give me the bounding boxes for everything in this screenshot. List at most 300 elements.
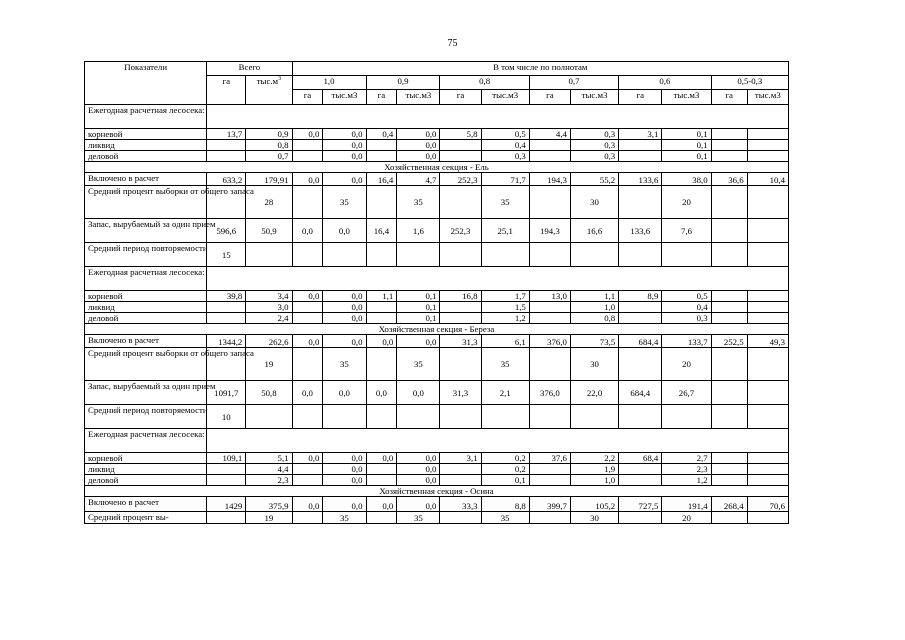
header-indicators: Показатели [85, 62, 207, 105]
total-cell: 0,9 [246, 129, 292, 140]
value-cell [747, 140, 788, 151]
value-cell: 16,4 [366, 173, 397, 186]
total-cell [246, 243, 292, 267]
value-cell [529, 151, 570, 162]
header-unit: тыс.м3 [747, 90, 788, 105]
value-cell: 0,1 [662, 140, 711, 151]
header-density: 1,0 [292, 76, 366, 90]
value-cell [747, 464, 788, 475]
value-cell: 0,0 [323, 381, 366, 405]
value-cell: 33,3 [440, 497, 481, 512]
value-cell: 0,0 [397, 497, 440, 512]
value-cell [619, 464, 662, 475]
value-cell: 2,7 [662, 453, 711, 464]
value-cell: 194,3 [529, 173, 570, 186]
value-cell: 0,0 [323, 151, 366, 162]
total-cell: 109,1 [207, 453, 246, 464]
value-cell: 70,6 [747, 497, 788, 512]
header-unit: га [619, 90, 662, 105]
table-row [85, 497, 789, 512]
value-cell: 0,3 [481, 151, 529, 162]
value-cell [440, 405, 481, 429]
row-label: ликвид [85, 140, 207, 151]
value-cell: 20 [662, 348, 711, 381]
header-unit: га [711, 90, 747, 105]
value-cell: 133,7 [662, 335, 711, 348]
value-cell [529, 186, 570, 219]
value-cell [747, 381, 788, 405]
total-cell: 13,7 [207, 129, 246, 140]
value-cell [529, 348, 570, 381]
value-cell [529, 405, 570, 429]
table-row [85, 173, 789, 186]
row-label: корневой [85, 291, 207, 302]
total-cell: 19 [246, 512, 292, 524]
value-cell: 10,4 [747, 173, 788, 186]
row-label: Средний период повторяемости [85, 405, 207, 429]
value-cell: 0,2 [481, 453, 529, 464]
value-cell [292, 348, 323, 381]
value-cell: 35 [481, 348, 529, 381]
value-cell: 3,1 [440, 453, 481, 464]
value-cell [440, 475, 481, 486]
forest-table [84, 61, 789, 524]
total-cell [207, 151, 246, 162]
value-cell [711, 243, 747, 267]
value-cell: 0,0 [323, 475, 366, 486]
total-cell: 4,4 [246, 464, 292, 475]
table-row [85, 151, 789, 162]
value-cell: 1,2 [481, 313, 529, 324]
value-cell [747, 129, 788, 140]
value-cell [529, 243, 570, 267]
row-label: деловой [85, 151, 207, 162]
header-density: 0,5-0,3 [711, 76, 788, 90]
total-cell: 10 [207, 405, 246, 429]
table-row [85, 162, 789, 173]
value-cell [711, 464, 747, 475]
header-density: 0,8 [440, 76, 529, 90]
value-cell: 0,1 [397, 313, 440, 324]
value-cell [440, 140, 481, 151]
header-thous-m3: $тыс.м^3$ [246, 76, 292, 105]
section-title: Хозяйственная секция - Ель [85, 162, 789, 173]
value-cell: 0,0 [323, 219, 366, 243]
row-label: Включено в расчет [85, 173, 207, 186]
page-number: 75 [447, 38, 458, 49]
value-cell [711, 129, 747, 140]
value-cell [292, 243, 323, 267]
value-cell: 0,3 [570, 151, 618, 162]
total-cell: 1091,7 [207, 381, 246, 405]
value-cell: 191,4 [662, 497, 711, 512]
total-cell [246, 405, 292, 429]
value-cell: 376,0 [529, 335, 570, 348]
value-cell: 0,1 [481, 475, 529, 486]
total-cell: 39,8 [207, 291, 246, 302]
value-cell: 376,0 [529, 381, 570, 405]
value-cell [366, 151, 397, 162]
value-cell: 0,3 [570, 129, 618, 140]
total-cell [207, 512, 246, 524]
table-body [85, 105, 789, 524]
header-density: 0,7 [529, 76, 618, 90]
value-cell [366, 464, 397, 475]
table-row [85, 348, 789, 381]
value-cell: 0,0 [323, 464, 366, 475]
value-cell: 0,0 [292, 129, 323, 140]
value-cell [711, 348, 747, 381]
value-cell [529, 512, 570, 524]
total-cell: 0,7 [246, 151, 292, 162]
value-cell: 31,3 [440, 381, 481, 405]
value-cell: 68,4 [619, 453, 662, 464]
value-cell: 1,7 [481, 291, 529, 302]
value-cell: 0,0 [397, 129, 440, 140]
row-label: Средний период повторяемости [85, 243, 207, 267]
value-cell: 1,1 [366, 291, 397, 302]
value-cell: 30 [570, 348, 618, 381]
total-cell: 28 [246, 186, 292, 219]
value-cell [747, 313, 788, 324]
value-cell: 0,1 [397, 291, 440, 302]
table-row [85, 453, 789, 464]
value-cell [711, 186, 747, 219]
table-row [85, 335, 789, 348]
value-cell [619, 186, 662, 219]
header-unit: тыс.м3 [323, 90, 366, 105]
value-cell [619, 302, 662, 313]
value-cell [747, 243, 788, 267]
value-cell: 35 [397, 186, 440, 219]
total-cell [207, 140, 246, 151]
table-row [85, 324, 789, 335]
value-cell [662, 405, 711, 429]
value-cell: 252,5 [711, 335, 747, 348]
value-cell: 0,0 [292, 381, 323, 405]
value-cell: 1,2 [662, 475, 711, 486]
row-label: Включено в расчет [85, 497, 207, 512]
value-cell [619, 243, 662, 267]
value-cell: 684,4 [619, 335, 662, 348]
value-cell: 0,5 [481, 129, 529, 140]
value-cell [747, 512, 788, 524]
total-cell: 596,6 [207, 219, 246, 243]
value-cell: 0,5 [662, 291, 711, 302]
value-cell: 0,0 [292, 497, 323, 512]
value-cell: 0,0 [323, 497, 366, 512]
row-label: Запас, вырубаемый за один прием [85, 381, 207, 405]
value-cell: 20 [662, 186, 711, 219]
value-cell: 0,0 [292, 173, 323, 186]
value-cell [747, 453, 788, 464]
header-unit: га [529, 90, 570, 105]
value-cell [323, 243, 366, 267]
header-unit: тыс.м3 [662, 90, 711, 105]
value-cell: 35 [323, 348, 366, 381]
header-unit: тыс.м3 [481, 90, 529, 105]
value-cell: 0,0 [397, 151, 440, 162]
total-cell: 633,2 [207, 173, 246, 186]
value-cell [440, 512, 481, 524]
row-label: Ежегодная расчетная лесосека: [85, 429, 207, 453]
value-cell [366, 302, 397, 313]
value-cell [440, 186, 481, 219]
table-row [85, 219, 789, 243]
value-cell [440, 302, 481, 313]
value-cell: 35 [397, 348, 440, 381]
total-cell: 50,8 [246, 381, 292, 405]
value-cell: 2,1 [481, 381, 529, 405]
value-cell [711, 151, 747, 162]
value-cell [747, 475, 788, 486]
value-cell: 20 [662, 512, 711, 524]
header-unit: га [292, 90, 323, 105]
table-row [85, 129, 789, 140]
total-cell: 3,0 [246, 302, 292, 313]
value-cell [366, 243, 397, 267]
value-cell [366, 313, 397, 324]
value-cell [292, 302, 323, 313]
value-cell: 35 [323, 186, 366, 219]
value-cell [662, 243, 711, 267]
value-cell: 16,8 [440, 291, 481, 302]
value-cell: 0,0 [292, 291, 323, 302]
value-cell [711, 512, 747, 524]
value-cell: 31,3 [440, 335, 481, 348]
value-cell [711, 405, 747, 429]
value-cell: 252,3 [440, 219, 481, 243]
value-cell [747, 151, 788, 162]
value-cell: 399,7 [529, 497, 570, 512]
value-cell: 0,0 [366, 497, 397, 512]
row-label: Средний процент выборки от общего запаса [85, 348, 207, 381]
value-cell: 0,0 [366, 381, 397, 405]
value-cell: 1,0 [570, 475, 618, 486]
value-cell: 268,4 [711, 497, 747, 512]
value-cell: 0,0 [292, 453, 323, 464]
value-cell [529, 140, 570, 151]
value-cell: 35 [397, 512, 440, 524]
value-cell [619, 512, 662, 524]
total-cell: 0,8 [246, 140, 292, 151]
table-row [85, 186, 789, 219]
value-cell [711, 219, 747, 243]
value-cell [619, 405, 662, 429]
header-total: Всего [207, 62, 292, 76]
table-row [85, 405, 789, 429]
header-unit: тыс.м3 [397, 90, 440, 105]
total-cell [207, 464, 246, 475]
value-cell: 0,0 [323, 313, 366, 324]
header-ha: га [207, 76, 246, 105]
value-cell: 194,3 [529, 219, 570, 243]
value-cell: 0,0 [397, 381, 440, 405]
table-row [85, 486, 789, 497]
value-cell: 727,5 [619, 497, 662, 512]
value-cell: 2,2 [570, 453, 618, 464]
value-cell: 0,0 [323, 140, 366, 151]
row-label: Ежегодная расчетная лесосека: [85, 105, 207, 129]
value-cell [292, 151, 323, 162]
value-cell: 0,0 [323, 129, 366, 140]
value-cell: 0,0 [323, 291, 366, 302]
value-cell: 49,3 [747, 335, 788, 348]
value-cell: 8,9 [619, 291, 662, 302]
value-cell [397, 243, 440, 267]
value-cell: 0,0 [397, 140, 440, 151]
value-cell: 0,3 [662, 313, 711, 324]
row-label: Запас, вырубаемый за один прием [85, 219, 207, 243]
value-cell [440, 348, 481, 381]
value-cell: 35 [481, 512, 529, 524]
value-cell [366, 140, 397, 151]
value-cell: 0,0 [366, 453, 397, 464]
value-cell: 4,4 [529, 129, 570, 140]
total-cell [207, 302, 246, 313]
value-cell [366, 186, 397, 219]
value-cell [440, 243, 481, 267]
value-cell [292, 475, 323, 486]
total-cell: 262,6 [246, 335, 292, 348]
value-cell [711, 140, 747, 151]
total-cell: 3,4 [246, 291, 292, 302]
value-cell: 0,0 [397, 475, 440, 486]
total-cell: 19 [246, 348, 292, 381]
value-cell: 5,8 [440, 129, 481, 140]
value-cell: 0,1 [662, 129, 711, 140]
value-cell: 2,3 [662, 464, 711, 475]
value-cell: 0,4 [366, 129, 397, 140]
value-cell [570, 243, 618, 267]
value-cell: 0,0 [397, 453, 440, 464]
value-cell [619, 140, 662, 151]
value-cell [711, 302, 747, 313]
value-cell [711, 381, 747, 405]
value-cell [529, 475, 570, 486]
value-cell: 0,0 [323, 302, 366, 313]
value-cell: 1,0 [570, 302, 618, 313]
table-row [85, 243, 789, 267]
value-cell: 0,0 [323, 453, 366, 464]
value-cell [747, 291, 788, 302]
header-including: В том числе по полнотам [292, 62, 788, 76]
value-cell: 0,0 [323, 173, 366, 186]
table-row [85, 302, 789, 313]
value-cell: 0,4 [481, 140, 529, 151]
value-cell: 55,2 [570, 173, 618, 186]
table-row [85, 381, 789, 405]
value-cell: 133,6 [619, 219, 662, 243]
value-cell: 0,4 [662, 302, 711, 313]
value-cell [529, 302, 570, 313]
value-cell: 133,6 [619, 173, 662, 186]
value-cell [292, 405, 323, 429]
value-cell [366, 348, 397, 381]
total-cell: 2,4 [246, 313, 292, 324]
value-cell [747, 186, 788, 219]
value-cell: 0,0 [323, 335, 366, 348]
value-cell: 35 [323, 512, 366, 524]
total-cell: 375,9 [246, 497, 292, 512]
total-cell: 1344,2 [207, 335, 246, 348]
value-cell [366, 405, 397, 429]
value-cell: 8,8 [481, 497, 529, 512]
total-cell: 5,1 [246, 453, 292, 464]
value-cell: 16,6 [570, 219, 618, 243]
value-cell: 13,0 [529, 291, 570, 302]
row-label: деловой [85, 313, 207, 324]
table-row [85, 140, 789, 151]
table-row [85, 291, 789, 302]
value-cell: 25,1 [481, 219, 529, 243]
value-cell [366, 475, 397, 486]
value-cell [711, 291, 747, 302]
row-label: деловой [85, 475, 207, 486]
row-label: корневой [85, 453, 207, 464]
table-row [85, 429, 789, 453]
value-cell: 26,7 [662, 381, 711, 405]
value-cell [747, 405, 788, 429]
empty-cell [207, 429, 789, 453]
value-cell: 0,0 [292, 335, 323, 348]
section-title: Хозяйственная секция - Береза [85, 324, 789, 335]
value-cell [440, 313, 481, 324]
row-label: корневой [85, 129, 207, 140]
section-title: Хозяйственная секция - Осина [85, 486, 789, 497]
value-cell: 0,0 [292, 219, 323, 243]
value-cell [440, 151, 481, 162]
value-cell: 4,7 [397, 173, 440, 186]
total-cell: 15 [207, 243, 246, 267]
empty-cell [207, 105, 789, 129]
value-cell [323, 405, 366, 429]
value-cell: 38,0 [662, 173, 711, 186]
value-cell [619, 151, 662, 162]
value-cell: 1,1 [570, 291, 618, 302]
value-cell [747, 348, 788, 381]
value-cell: 7,6 [662, 219, 711, 243]
value-cell [440, 464, 481, 475]
value-cell: 684,4 [619, 381, 662, 405]
value-cell: 37,6 [529, 453, 570, 464]
value-cell [529, 313, 570, 324]
value-cell: 71,7 [481, 173, 529, 186]
value-cell [570, 405, 618, 429]
value-cell: 30 [570, 512, 618, 524]
value-cell: 3,1 [619, 129, 662, 140]
table-row [85, 475, 789, 486]
value-cell: 0,1 [397, 302, 440, 313]
total-cell: 1429 [207, 497, 246, 512]
header-density: 0,9 [366, 76, 440, 90]
row-label: ликвид [85, 302, 207, 313]
value-cell: 35 [481, 186, 529, 219]
total-cell: 2,3 [246, 475, 292, 486]
value-cell: 0,3 [570, 140, 618, 151]
value-cell: 0,0 [397, 464, 440, 475]
header-unit: га [440, 90, 481, 105]
total-cell: 50,9 [246, 219, 292, 243]
total-cell [207, 475, 246, 486]
value-cell [292, 464, 323, 475]
value-cell: 1,9 [570, 464, 618, 475]
row-label: Средний процент вы- [85, 512, 207, 524]
value-cell: 0,0 [397, 335, 440, 348]
value-cell: 16,4 [366, 219, 397, 243]
value-cell [711, 313, 747, 324]
value-cell: 0,1 [662, 151, 711, 162]
